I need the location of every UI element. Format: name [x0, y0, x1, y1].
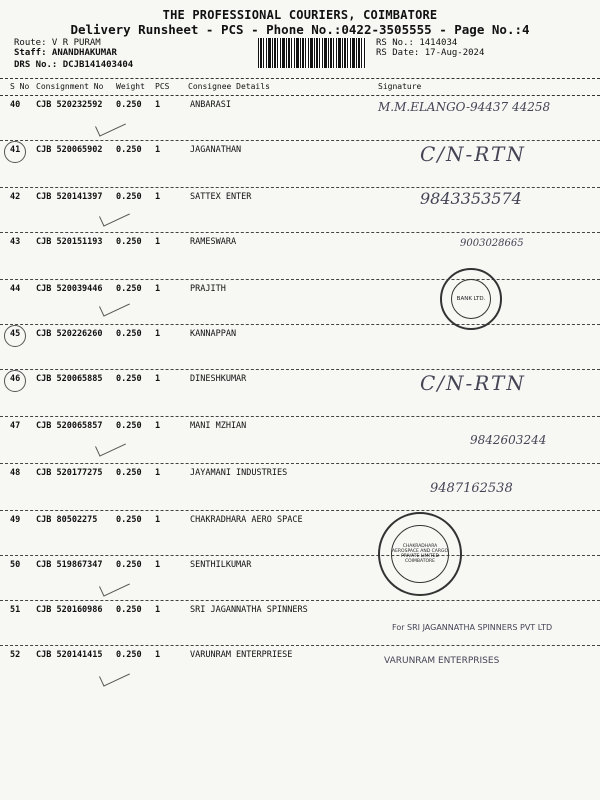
row-pcs: 1 — [155, 284, 161, 294]
row-weight: 0.250 — [116, 284, 142, 294]
row-pcs: 1 — [155, 650, 161, 660]
row-consignee: KANNAPPAN — [190, 329, 237, 339]
circle-mark — [4, 370, 26, 392]
bank-stamp — [440, 268, 502, 330]
row-signature: 9843353574 — [420, 189, 522, 208]
row-sno: 52 — [10, 650, 21, 660]
row-consignee: MANI MZHIAN — [190, 421, 247, 431]
row-consignment: CJB 520039446 — [36, 284, 103, 294]
circle-mark — [4, 141, 26, 163]
row-signature: C/N-RTN — [420, 142, 526, 166]
table-row — [0, 141, 600, 188]
row-pcs: 1 — [155, 374, 161, 384]
table-row — [0, 370, 600, 417]
row-pcs: 1 — [155, 192, 161, 202]
row-sno: 41 — [10, 145, 21, 155]
col-sno: S No — [10, 82, 30, 91]
row-pcs: 1 — [155, 237, 161, 247]
row-pcs: 1 — [155, 329, 161, 339]
row-consignment: CJB 520065902 — [36, 145, 103, 155]
row-consignment: CJB 80502275 — [36, 515, 98, 525]
row-consignment: CJB 520065857 — [36, 421, 103, 431]
row-consignment: CJB 520160986 — [36, 605, 103, 615]
row-signature: 9003028665 — [460, 238, 524, 249]
row-consignee: CHAKRADHARA AERO SPACE — [190, 515, 303, 525]
row-consignee: ANBARASI — [190, 100, 231, 110]
row-sno: 48 — [10, 468, 21, 478]
row-pcs: 1 — [155, 145, 161, 155]
row-sno: 43 — [10, 237, 21, 247]
row-sno: 51 — [10, 605, 21, 615]
row-sno: 46 — [10, 374, 21, 384]
row-weight: 0.250 — [116, 468, 142, 478]
table-header — [0, 78, 600, 96]
row-consignee: DINESHKUMAR — [190, 374, 247, 384]
table-row — [0, 325, 600, 370]
row-consignment: CJB 520232592 — [36, 100, 103, 110]
row-weight: 0.250 — [116, 515, 142, 525]
row-weight: 0.250 — [116, 145, 142, 155]
row-pcs: 1 — [155, 468, 161, 478]
barcode — [258, 38, 366, 68]
row-sno: 40 — [10, 100, 21, 110]
row-weight: 0.250 — [116, 237, 142, 247]
col-pcs: PCS — [155, 82, 170, 91]
col-signature: Signature — [378, 82, 422, 91]
table-row — [0, 556, 600, 601]
row-pcs: 1 — [155, 515, 161, 525]
row-consignee: JAGANATHAN — [190, 145, 242, 155]
row-weight: 0.250 — [116, 329, 142, 339]
company-title: THE PROFESSIONAL COURIERS, COIMBATORE — [162, 8, 438, 22]
table-row — [0, 417, 600, 464]
row-consignment: CJB 520226260 — [36, 329, 103, 339]
row-signature: 9842603244 — [470, 433, 547, 447]
table-row — [0, 96, 600, 141]
row-weight: 0.250 — [116, 421, 142, 431]
row-consignment: CJB 519867347 — [36, 560, 103, 570]
table-row — [0, 233, 600, 280]
row-pcs: 1 — [155, 560, 161, 570]
row-consignee: JAYAMANI INDUSTRIES — [190, 468, 288, 478]
row-sno: 42 — [10, 192, 21, 202]
col-consignment: Consignment No — [36, 82, 104, 91]
table-row — [0, 280, 600, 325]
row-signature: 9487162538 — [430, 481, 513, 496]
row-consignment: CJB 520177275 — [36, 468, 103, 478]
company-stamp — [378, 512, 462, 596]
table-row — [0, 601, 600, 646]
row-sno: 49 — [10, 515, 21, 525]
company-stamp-text: CHAKRADHARA AEROSPACE AND CARGO PRIVATE LIMITED COIMBATORE — [391, 525, 449, 583]
table-row — [0, 464, 600, 511]
staff-label: Staff: ANANDHAKUMAR — [14, 48, 117, 58]
row-weight: 0.250 — [116, 650, 142, 660]
row-weight: 0.250 — [116, 374, 142, 384]
row-weight: 0.250 — [116, 192, 142, 202]
row-signature: VARUNRAM ENTERPRISES — [384, 656, 500, 666]
row-sno: 47 — [10, 421, 21, 431]
row-weight: 0.250 — [116, 100, 142, 110]
table-row — [0, 646, 600, 706]
row-consignment: CJB 520151193 — [36, 237, 103, 247]
row-consignee: VARUNRAM ENTERPRIESE — [190, 650, 293, 660]
row-consignee: SENTHILKUMAR — [190, 560, 252, 570]
row-consignee: PRAJITH — [190, 284, 226, 294]
runsheet-subtitle: Delivery Runsheet - PCS - Phone No.:0422-3505555 - Page No.:4 — [70, 22, 530, 37]
drs-number: DRS No.: DCJB141403404 — [14, 60, 134, 70]
row-pcs: 1 — [155, 605, 161, 615]
row-sno: 50 — [10, 560, 21, 570]
rs-date: RS Date: 17-Aug-2024 — [376, 48, 485, 58]
row-consignment: CJB 520141397 — [36, 192, 103, 202]
row-signature: C/N-RTN — [420, 371, 526, 395]
bank-stamp-text: BANK LTD. — [451, 279, 491, 319]
row-sno: 45 — [10, 329, 21, 339]
circle-mark — [4, 325, 26, 347]
table-row — [0, 188, 600, 233]
table-row — [0, 511, 600, 556]
route-label: Route: V R PURAM — [14, 38, 101, 48]
row-weight: 0.250 — [116, 605, 142, 615]
row-weight: 0.250 — [116, 560, 142, 570]
rs-number: RS No.: 1414034 — [376, 38, 458, 48]
row-pcs: 1 — [155, 421, 161, 431]
row-signature: M.M.ELANGO-94437 44258 — [378, 100, 551, 114]
row-consignee: SRI JAGANNATHA SPINNERS — [190, 605, 308, 615]
row-sno: 44 — [10, 284, 21, 294]
col-consignee: Consignee Details — [188, 82, 270, 91]
col-weight: Weight — [116, 82, 145, 91]
row-consignment: CJB 520141415 — [36, 650, 103, 660]
row-consignee: SATTEX ENTER — [190, 192, 252, 202]
row-consignee: RAMESWARA — [190, 237, 237, 247]
row-consignment: CJB 520065885 — [36, 374, 103, 384]
row-pcs: 1 — [155, 100, 161, 110]
row-signature: For SRI JAGANNATHA SPINNERS PVT LTD — [392, 623, 553, 632]
